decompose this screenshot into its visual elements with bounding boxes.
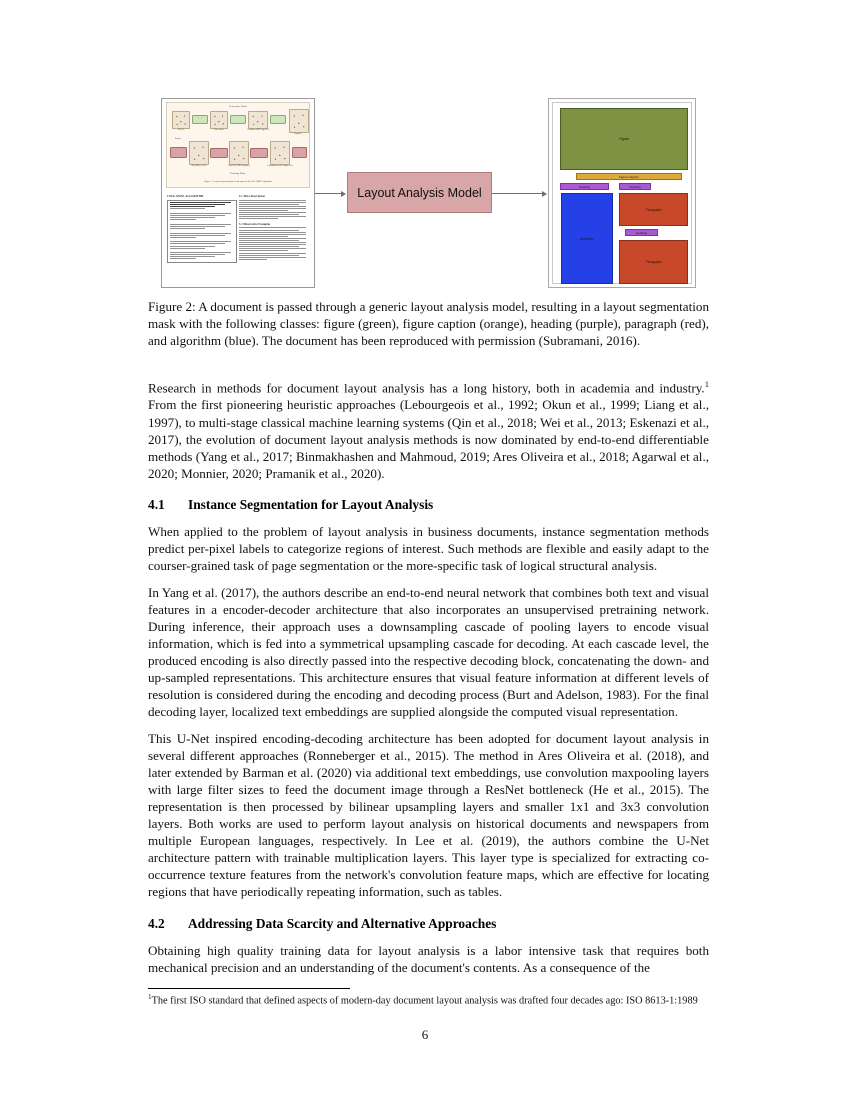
footnote-reference-marker: 1 xyxy=(704,379,709,390)
node-caption: Candidate for the Graph of G xyxy=(267,165,293,167)
graph-node xyxy=(289,109,309,133)
red-step-box xyxy=(292,147,307,158)
section-number: 4.1 xyxy=(148,496,165,512)
footnote-number: 1 xyxy=(148,992,152,1001)
mask-region-label: Algorithm xyxy=(579,236,595,241)
mask-region-label: Heading xyxy=(635,230,648,235)
input-document-thumbnail xyxy=(161,98,315,288)
paragraph-research-history xyxy=(148,379,709,482)
layout-analysis-model-label: Layout Analysis Model xyxy=(357,185,482,200)
layout-analysis-model-box xyxy=(347,172,492,213)
paragraph-text-part-1: Research in methods for document layout analysis has a long history, both in academia and industry. xyxy=(148,380,705,396)
graph-node xyxy=(189,141,209,165)
paragraph-text-part-2: From the first pioneering heuristic approaches (Lebourgeois et al., 1992; Okun et al., 1999; Liang et al., 1997), to multi-stage classical machine learning systems (Qin et al., 2018; Wei et al., 2013; Eskenazi et al., 2017), the evolution of document layout analysis methods is now dominated by end-to-end differentiable methods (Yang et al., 2017; Binmakhashen and Mahmoud, 2019; Ares Oliveira et al., 2018; Agarwal et al., 2020; Monnier, 2020; Pramanik et al., 2020). xyxy=(148,397,709,481)
figure-2-caption: Figure 2: A document is passed through a generic layout analysis model, resulting in a layout segmentation mask with the following classes: figure (green), figure caption (orange), heading (purple), paragraph (red), and algorithm (blue). The document has been reproduced with permission (Subramani, 2016). xyxy=(148,299,709,349)
page-content xyxy=(148,86,709,1008)
graph-node xyxy=(229,141,249,165)
thumbnail-algorithm-box xyxy=(167,200,237,264)
graph-node xyxy=(172,111,190,129)
thumbnail-section-heading: 3 PAG-GMNC ALGORITHM xyxy=(167,195,204,198)
arrow-model-to-mask xyxy=(492,190,548,198)
red-step-box xyxy=(250,148,268,158)
mask-region-label: Heading xyxy=(578,184,591,189)
page-number: 6 xyxy=(421,1027,429,1042)
paragraph-unet: This U-Net inspired encoding-decoding architecture has been adopted for document layout analysis in several different approaches (Ronneberger et al., 2015). The method in Ares Oliveira et al. (2018), and later extended by Barman et al. (2020) via additional text embeddings, use convolution maxpooling layers with large filter sizes to feed the document image through a ResNet bottleneck (He et al., 2015). The representation is then processed by bilinear upsampling layers and smaller 1x1 and 3x3 convolution layers. Both works are used to perform layout analysis on historical documents and newspapers from multiple European languages, respectively. In Lee et al. (2019), the authors combine the U-Net architecture pattern with trainable multiplication layers. This layer type is specialized for extracting co-occurrence texture features from the network's convolution feature maps, which are effective for locating regions that have periodically repeating information, such as tables. xyxy=(148,730,709,900)
footnote-body: The first ISO standard that defined aspects of modern-day document layout analysis was drafted four decades ago: ISO 8613-1:1989 xyxy=(151,995,698,1007)
node-caption: Each EP, GMN operated xyxy=(228,165,250,167)
mask-region-heading-2 xyxy=(619,183,651,190)
thumbnail-column-left xyxy=(167,195,237,284)
mask-region-figure xyxy=(560,108,688,170)
mask-region-paragraph-1 xyxy=(619,193,688,226)
mask-region-heading-3 xyxy=(625,229,658,236)
thumbnail-subsection-heading: 3.1 Meta Description xyxy=(239,195,266,198)
mask-region-paragraph-2 xyxy=(619,240,688,284)
section-heading-4-2 xyxy=(148,916,709,932)
figure-2-graphic xyxy=(148,86,709,288)
node-caption: PAG object xyxy=(213,129,225,131)
node-caption: Suc (BN) s, PAG xyxy=(191,165,207,167)
node-caption: Graph G xyxy=(294,133,302,135)
thumbnail-text-body xyxy=(167,195,309,284)
red-step-box xyxy=(210,148,228,158)
node-caption: Source xyxy=(174,138,182,140)
layout-segmentation-mask xyxy=(548,98,696,288)
footnote-text xyxy=(148,993,709,1008)
mask-region-algorithm xyxy=(561,193,613,284)
mask-region-label: Heading xyxy=(629,184,641,189)
diagram-subtitle: Training Phase xyxy=(230,172,246,175)
section-title: Instance Segmentation for Layout Analysis xyxy=(188,496,434,512)
paragraph-yang-2017: In Yang et al. (2017), the authors describe an end-to-end neural network that combines both text and visual features in a encoder-decoder architecture that also incorporates an unsupervised pretraining network. During inference, their approach uses a downsampling cascade of pooling layers to encode visual information, which is fed into a symmetrical upsampling cascade for decoding. At each cascade level, the produced encoding is also directly passed into the respective decoding block, concatenating the down- and up-sampled representations. This architecture ensures that visual feature information at different levels of resolution is considered during the encoding and decoding process (Burt and Adelson, 1983). For the final decoding layer, localized text embeddings are supplied alongside the computed visual representation. xyxy=(148,584,709,720)
paragraph-instance-segmentation: When applied to the problem of layout analysis in business documents, instance segmentation methods predict per-pixel labels to categorize regions of interest. Such methods are flexible and easily adapt to the courser-grained task of page segmentation or the more-specific task of logical structural analysis. xyxy=(148,523,709,574)
mask-region-label: Paragraph xyxy=(645,207,662,212)
graph-node xyxy=(210,111,228,129)
graph-node xyxy=(248,111,268,129)
mask-region-label: Paragraph xyxy=(645,260,662,264)
section-title: Addressing Data Scarcity and Alternative Approaches xyxy=(188,915,497,931)
mask-region-label: Figure xyxy=(619,137,629,141)
thumbnail-column-right xyxy=(239,195,309,284)
green-step-box xyxy=(270,115,286,124)
arrow-document-to-model xyxy=(315,190,347,198)
mask-region-label: Figure Caption xyxy=(619,174,639,179)
green-step-box xyxy=(192,115,208,124)
thumbnail-subsection-heading: 3.2 Illustrative Examples xyxy=(239,222,271,226)
footnote-separator-rule xyxy=(148,988,350,989)
paragraph-data-scarcity: Obtaining high quality training data for layout analysis is a labor intensive task that requires both mechanical precision and an understanding of the document's contents. As a consequence of the xyxy=(148,942,709,975)
diagram-title: Generative Phase xyxy=(228,105,248,108)
diagram-caption: Figure 1: A visual representation of the steps of the PAG-GMNC algorithm xyxy=(204,181,272,183)
graph-node xyxy=(270,141,290,165)
mask-region-heading-1 xyxy=(560,183,609,190)
node-caption: G-stable GMN edges EP xyxy=(247,129,269,131)
section-number: 4.2 xyxy=(148,915,165,931)
green-step-box xyxy=(230,115,246,124)
section-heading-4-1 xyxy=(148,497,709,513)
node-caption: PAG D xyxy=(177,129,185,131)
mask-region-figure-caption xyxy=(576,173,682,180)
mask-page-border xyxy=(552,102,692,284)
thumbnail-diagram xyxy=(166,102,310,188)
red-step-box xyxy=(170,147,187,158)
